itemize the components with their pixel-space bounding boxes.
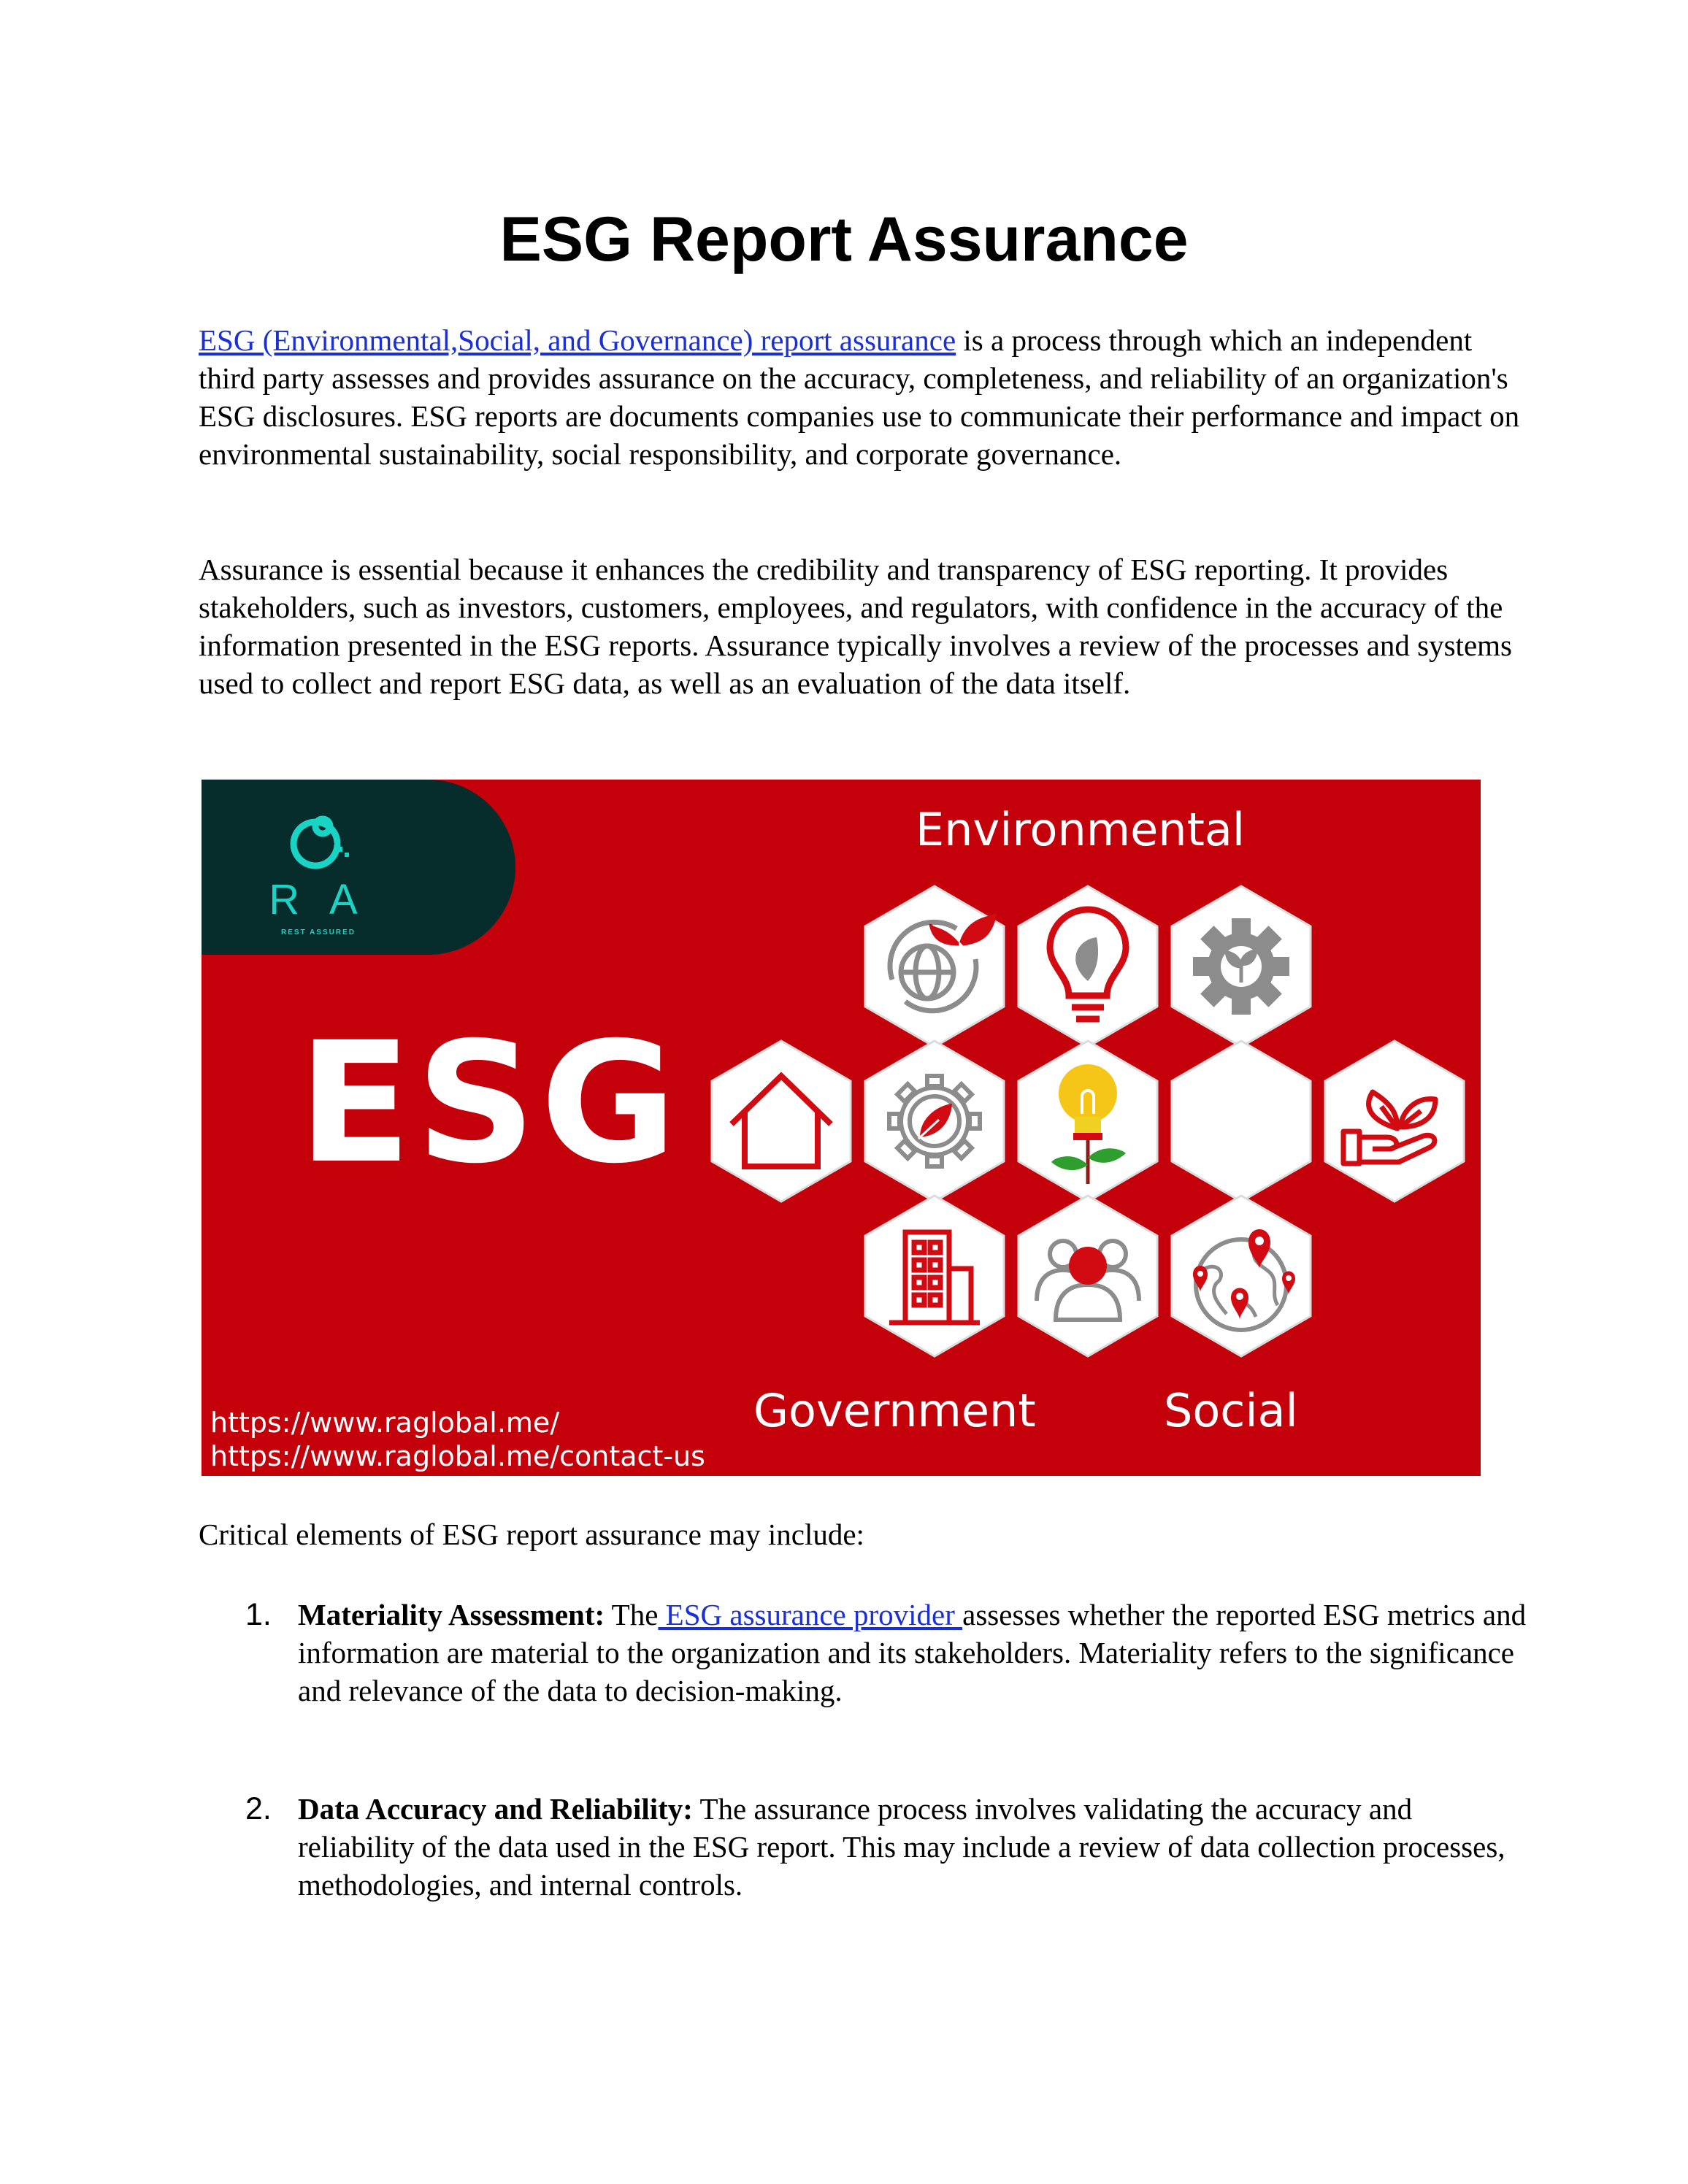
- intro-paragraph: [199, 321, 1520, 473]
- logo-letters: R A: [269, 876, 368, 923]
- page-title: ESG Report Assurance: [499, 204, 1189, 274]
- esg-big-label: ESG: [298, 1006, 682, 1200]
- banner-url-contact: https://www.raglobal.me/contact-us: [210, 1440, 705, 1472]
- logo-subtitle: REST ASSURED: [281, 928, 356, 937]
- logo-background: [202, 780, 515, 955]
- list-item-heading: Data Accuracy and Reliability:: [298, 1792, 693, 1826]
- list-item-text: assesses whether the reported ESG metrics and information are material to the organization and its stakeholders. Materiality refers to the significance and relevance of the data to decision-making.: [298, 1598, 1527, 1707]
- label-government: Government: [753, 1384, 1036, 1437]
- critical-elements-intro: Critical elements of ESG report assurance may include:: [199, 1518, 864, 1551]
- banner-url-home: https://www.raglobal.me/: [210, 1407, 560, 1439]
- list-item-body: [298, 1596, 1532, 1710]
- list-item-number: 1.: [245, 1597, 272, 1632]
- list-item-heading: Materiality Assessment:: [298, 1598, 605, 1631]
- esg-assurance-provider-link[interactable]: ESG assurance provider: [658, 1598, 963, 1631]
- intro-text: is a process through which an independent third party assesses and provides assurance on the accuracy, completeness, and reliability of an organization's ESG disclosures. ESG reports are documents companies use to communicate their performance and impact on environmental sustainability, social responsibility, and corporate governance.: [199, 323, 1520, 471]
- gear-sprout-icon: [1193, 918, 1289, 1015]
- esg-report-assurance-link[interactable]: ESG (Environmental,Social, and Governance) report assurance: [199, 323, 956, 357]
- list-item-pre-text: The: [605, 1598, 659, 1631]
- list-item-text: The assurance process involves validating the accuracy and reliability of the data used in the ESG report. This may include a review of data collection processes, methodologies, and internal controls.: [298, 1792, 1505, 1902]
- list-item-body: [298, 1790, 1532, 1904]
- assurance-paragraph: Assurance is essential because it enhances the credibility and transparency of ESG reporting. It provides stakeholders, such as investors, customers, employees, and regulators, with confidence in the accuracy of the information presented in the ESG reports. Assurance typically involves a review of the processes and systems used to collect and report ESG data, as well as an evaluation of the data itself.: [199, 553, 1512, 700]
- esg-banner-image: [202, 780, 1481, 1476]
- label-environmental: Environmental: [916, 803, 1246, 856]
- label-social: Social: [1164, 1384, 1298, 1437]
- list-item-number: 2.: [245, 1791, 272, 1826]
